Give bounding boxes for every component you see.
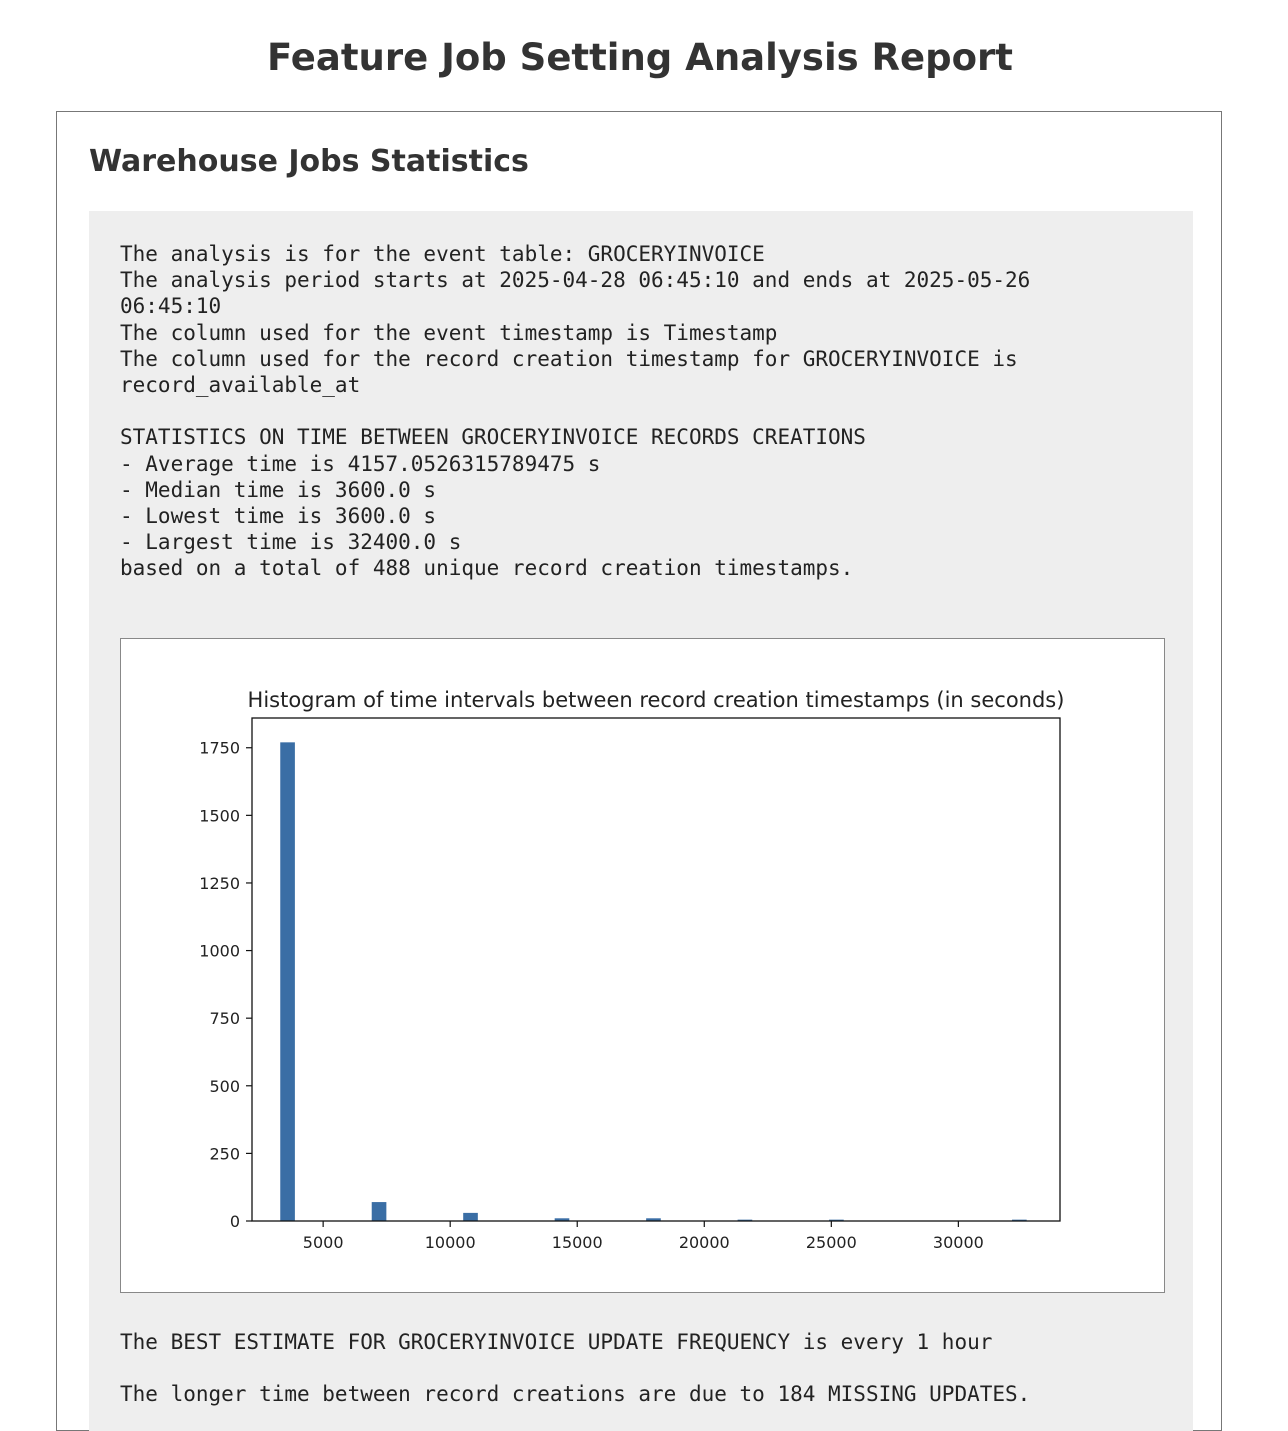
x-tick-label-10000: 10000: [424, 1233, 476, 1252]
y-tick-label-500: 500: [209, 1076, 240, 1096]
y-tick-label-750: 750: [209, 1009, 240, 1029]
info-record-creation-column: The column used for the record creation timestamp for GROCERYINVOICE is: [120, 346, 1018, 371]
x-tick-label-15000: 15000: [551, 1233, 603, 1252]
histogram-bar-7200: [372, 1202, 387, 1221]
histogram-bar-10800: [463, 1213, 478, 1221]
stat-lowest-time: - Lowest time is 3600.0 s: [120, 504, 437, 529]
histogram-svg: [121, 639, 1164, 1292]
plot-frame: [252, 718, 1060, 1221]
report-title: Feature Job Setting Analysis Report: [267, 36, 1013, 79]
frequency-conclusion: [120, 1329, 1030, 1408]
stat-median-time: - Median time is 3600.0 s: [120, 477, 437, 502]
info-event-timestamp-column: The column used for the event timestamp is Timestamp: [120, 320, 778, 345]
conclusion-blank-line: [120, 1355, 1030, 1381]
y-tick-label-250: 250: [209, 1144, 240, 1164]
stat-total-timestamps: based on a total of 488 unique record creation timestamps.: [120, 556, 854, 581]
info-event-table: The analysis is for the event table: GROCERYINVOICE: [120, 242, 765, 266]
x-tick-label-20000: 20000: [678, 1233, 730, 1252]
info-period: The analysis period starts at 2025-04-28 06:45:10 and ends at 2025-05-26: [120, 268, 1031, 293]
info-blank-line: [120, 398, 1030, 424]
y-tick-label-1250: 1250: [199, 873, 240, 893]
y-tick-label-0: 0: [229, 1212, 240, 1231]
info-period-end: 06:45:10: [120, 294, 222, 319]
x-tick-label-5000: 5000: [302, 1233, 344, 1252]
analysis-info: [120, 241, 1030, 582]
histogram-bar-3600: [280, 742, 295, 1221]
stat-largest-time: - Largest time is 32400.0 s: [120, 530, 462, 555]
y-tick-label-1750: 1750: [199, 738, 240, 758]
y-tick-label-1500: 1500: [199, 806, 240, 826]
plot-area: [199, 718, 1060, 1252]
x-tick-label-25000: 25000: [805, 1233, 857, 1252]
info-record-creation-column-name: record_available_at: [120, 373, 361, 398]
section-title: Warehouse Jobs Statistics: [89, 144, 529, 179]
best-estimate-text: The BEST ESTIMATE FOR GROCERYINVOICE UPDATE FREQUENCY is every 1 hour: [120, 1330, 993, 1354]
y-tick-label-1000: 1000: [199, 941, 240, 961]
chart-title: Histogram of time intervals between record creation timestamps (in seconds): [247, 688, 1065, 712]
analysis-output-box: [89, 211, 1193, 1431]
warehouse-jobs-card: [56, 111, 1222, 1431]
stat-average-time: - Average time is 4157.0526315789475 s: [120, 451, 601, 476]
statistics-heading: STATISTICS ON TIME BETWEEN GROCERYINVOICE RECORDS CREATIONS: [120, 425, 866, 450]
histogram-chart: [120, 638, 1165, 1293]
x-tick-label-30000: 30000: [932, 1233, 984, 1252]
missing-updates-text: The longer time between record creations are due to 184 MISSING UPDATES.: [120, 1382, 1031, 1407]
